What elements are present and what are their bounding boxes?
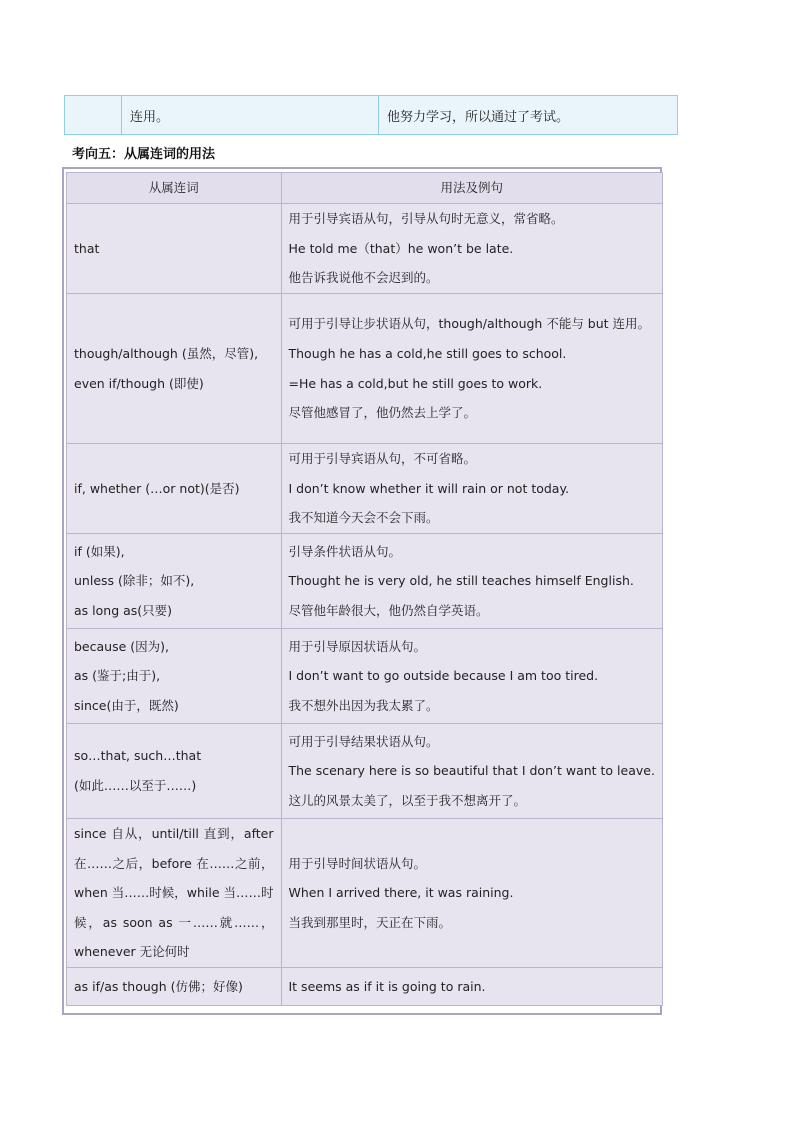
- usage-cell: [281, 204, 662, 294]
- example-en: I don’t know whether it will rain or not today.: [288, 480, 570, 496]
- example-zh: 这儿的风景太美了，以至于我不想离开了。: [288, 792, 527, 808]
- example-en: The scenary here is so beautiful that I don’t want to leave.: [288, 763, 655, 779]
- table-row: [67, 534, 663, 629]
- usage-cell: [281, 967, 662, 1005]
- table-row: [67, 629, 663, 724]
- conj-text: because (因为),: [74, 638, 169, 654]
- conj-cell: [67, 819, 282, 968]
- conj-text: even if/though (即使): [74, 375, 204, 391]
- table-cell: 他努力学习，所以通过了考试。: [379, 96, 678, 135]
- continued-table: [64, 95, 678, 135]
- usage-text: 引导条件状语从句。: [288, 543, 402, 559]
- conj-text: whenever 无论何时: [74, 944, 190, 960]
- conj-text: so…that, such…that: [74, 748, 202, 764]
- table-cell: 连用。: [122, 96, 379, 135]
- table-row: [67, 204, 663, 294]
- table-row: [65, 96, 678, 135]
- conj-cell: [67, 534, 282, 629]
- usage-text: 用于引导时间状语从句。: [288, 855, 427, 871]
- usage-text: 用于引导原因状语从句。: [288, 638, 427, 654]
- conj-cell: [67, 629, 282, 724]
- conj-text: that: [74, 240, 100, 256]
- example-en: When I arrived there, it was raining.: [288, 885, 514, 901]
- conj-cell: [67, 967, 282, 1005]
- conj-text: since(由于，既然): [74, 697, 179, 713]
- conj-cell: [67, 294, 282, 444]
- example-zh: 当我到那里时，天正在下雨。: [288, 914, 452, 930]
- conj-text: if (如果),: [74, 543, 125, 559]
- example-zh: 他告诉我说他不会迟到的。: [288, 270, 439, 286]
- conj-cell: [67, 204, 282, 294]
- example-zh: 尽管他年龄很大，他仍然自学英语。: [288, 602, 489, 618]
- column-header: 用法及例句: [281, 173, 662, 204]
- example-zh: 尽管他感冒了，他仍然去上学了。: [288, 405, 477, 421]
- example-en: =He has a cold,but he still goes to work.: [288, 375, 543, 391]
- table-cell-empty: [65, 96, 122, 135]
- table-row: [67, 294, 663, 444]
- table-row: [67, 967, 663, 1005]
- conj-text: 在……之后，before 在……之前，: [74, 855, 274, 871]
- example-en: He told me（that）he won’t be late.: [288, 240, 514, 256]
- column-header: 从属连词: [67, 173, 282, 204]
- conj-text: though/although (虽然，尽管),: [74, 345, 259, 361]
- usage-cell: [281, 629, 662, 724]
- conj-text: unless (除非；如不),: [74, 573, 195, 589]
- conj-text: when 当……时候，while 当……时: [74, 885, 274, 901]
- conj-text: as long as(只要): [74, 602, 173, 618]
- conjunction-table: [66, 172, 663, 1006]
- usage-text: 用于引导宾语从句，引导从句时无意义，常省略。: [288, 211, 564, 227]
- table-row: [67, 444, 663, 534]
- table-row: [67, 819, 663, 968]
- usage-cell: [281, 724, 662, 819]
- conj-text: if, whether (…or not)(是否): [74, 480, 240, 496]
- conj-cell: [67, 724, 282, 819]
- usage-cell: [281, 534, 662, 629]
- conj-text: (如此……以至于……): [74, 778, 197, 793]
- example-en: Thought he is very old, he still teaches himself English.: [288, 573, 634, 589]
- example-en: I don’t want to go outside because I am too tired.: [288, 668, 599, 684]
- table-header-row: [67, 173, 663, 204]
- conj-text: 候，as soon as 一……就……，: [74, 914, 274, 930]
- example-en: Though he has a cold,he still goes to school.: [288, 345, 567, 361]
- usage-text: 可用于引导结果状语从句。: [288, 733, 439, 749]
- usage-cell: [281, 444, 662, 534]
- usage-cell: [281, 819, 662, 968]
- conj-cell: [67, 444, 282, 534]
- usage-text: 可用于引导让步状语从句，though/although 不能与 but 连用。: [288, 316, 651, 332]
- conj-text: since 自从，until/till 直到，after: [74, 826, 274, 841]
- table-row: [67, 724, 663, 819]
- conj-text: as (鉴于;由于),: [74, 668, 161, 684]
- example-zh: 我不想外出因为我太累了。: [288, 697, 439, 713]
- example-en: It seems as if it is going to rain.: [288, 978, 486, 994]
- usage-cell: [281, 294, 662, 444]
- usage-text: 可用于引导宾语从句，不可省略。: [288, 451, 477, 467]
- conj-text: as if/as though (仿佛；好像): [74, 978, 243, 994]
- example-zh: 我不知道今天会不会下雨。: [288, 510, 439, 526]
- section-title: 考向五：从属连词的用法: [72, 147, 216, 162]
